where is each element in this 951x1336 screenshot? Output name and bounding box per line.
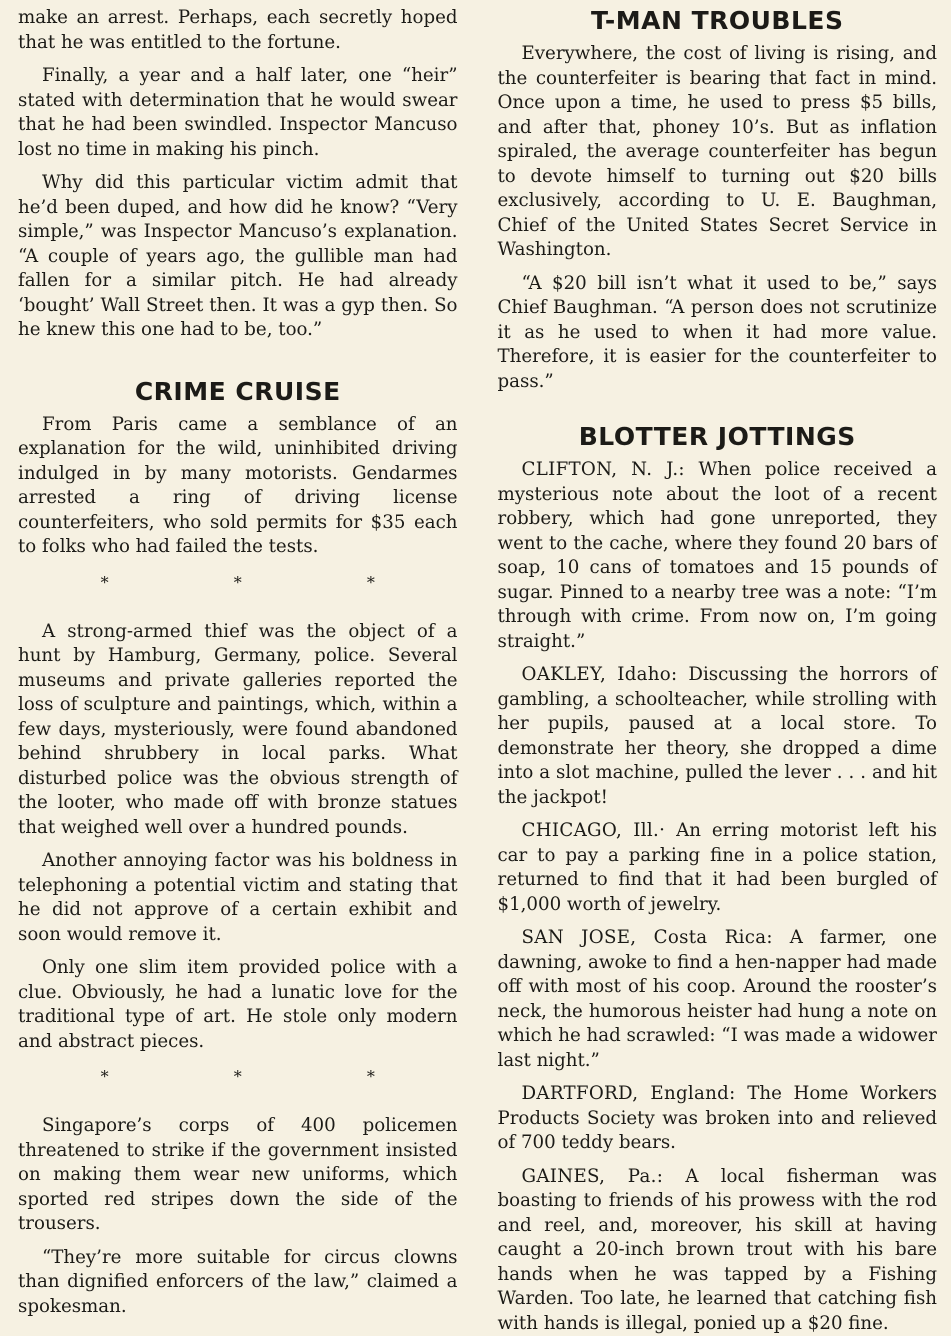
crime-cruise-paragraph-3: Another annoying factor was his boldness in telephoning a potential victim and stating that he did not approve of a certain exhibit and soon would remove it. bbox=[18, 849, 458, 947]
crime-cruise-paragraph-2: A strong-armed thief was the object of a hunt by Hamburg, Germany, police. Several museums and private galleries reported the loss of sculpture and paintings, which, within a few days, mysteriously, were found abandoned behind shrubbery in local parks. What disturbed police was the obvious strength of the looter, who made off with bronze statues that weighed well over a hundred pounds. bbox=[18, 620, 458, 841]
blotter-entry-text: When police received a mysterious note about the loot of a recent robbery, which had gone unreported, they went to the cache, where they found 20 bars of soap, 10 cans of tomatoes and 15 pounds of sugar. Pinned to a nearby tree was a note: “I’m through with crime. From now on, I’m going straight.” bbox=[498, 459, 938, 652]
blotter-entry-place: GAINES, Pa.: bbox=[522, 1166, 664, 1187]
crime-cruise-paragraph-5: Singapore’s corps of 400 policemen threatened to strike if the government insisted on making them wear new uniforms, which sported red stripes down the side of the trousers. bbox=[18, 1114, 458, 1237]
blotter-entry-place: OAKLEY, Idaho: bbox=[522, 664, 678, 685]
blotter-entry bbox=[498, 458, 938, 654]
tman-troubles-paragraph-1: Everywhere, the cost of living is rising, and the counterfeiter is bearing that fact in mind. Once upon a time, he used to press $5 bills, and after that, phoney 10’s. But as inflation spiraled, the average counterfeiter has begun to devote himself to turning out $20 bills exclusively, according to U. E. Baughman, Chief of the United States Secret Service in Washington. bbox=[498, 42, 938, 263]
blotter-entry bbox=[498, 1165, 938, 1336]
tman-troubles-section bbox=[498, 6, 938, 394]
intro-paragraph-1: make an arrest. Perhaps, each secretly hoped that he was entitled to the fortune. bbox=[18, 6, 458, 55]
blotter-entry bbox=[498, 926, 938, 1073]
blotter-jottings-section bbox=[498, 422, 938, 1336]
left-column bbox=[18, 6, 462, 1333]
blotter-jottings-heading: BLOTTER JOTTINGS bbox=[498, 422, 938, 452]
tman-troubles-heading: T-MAN TROUBLES bbox=[498, 6, 938, 36]
blotter-entry-place: CHICAGO, Ill.· bbox=[522, 820, 666, 841]
blotter-entry-text: A local fisherman was boasting to friends of his prowess with the rod and reel, and, moreover, his skill at having caught a 20-inch brown trout with his bare hands when he was tapped by a Fishing Warden. Too late, he learned that catching fish with hands is illegal, ponied up a $20 fine. bbox=[498, 1166, 938, 1334]
intro-paragraph-2: Finally, a year and a half later, one “heir” stated with determination that he would swear that he had been swindled. Inspector Mancuso lost no time in making his pinch. bbox=[18, 64, 458, 162]
blotter-entry-text: An erring motorist left his car to pay a parking fine in a police station, returned to find that it had been burgled of $1,000 worth of jewelry. bbox=[498, 820, 938, 915]
tman-troubles-paragraph-2: “A $20 bill isn’t what it used to be,” says Chief Baughman. “A person does not scrutinize it as he used to when it had more value. Therefore, it is easier for the counterfeiter to pass.” bbox=[498, 272, 938, 395]
section-separator-1: * * * bbox=[18, 574, 458, 592]
blotter-entry-text: A farmer, one dawning, awoke to find a hen-napper had made off with most of his coop. Around the rooster’s neck, the humorous heister had hung a note on which he had scrawled: “I was made a widower last night.” bbox=[498, 927, 938, 1071]
blotter-entry-text: The Home Workers Products Society was broken into and relieved of 700 teddy bears. bbox=[498, 1083, 938, 1153]
blotter-entry-place: SAN JOSE, Costa Rica: bbox=[522, 927, 773, 948]
intro-paragraph-3: Why did this particular victim admit that he’d been duped, and how did he know? “Very simple,” was Inspector Mancuso’s explanation. “A couple of years ago, the gullible man had fallen for a similar pitch. He had already ‘bought’ Wall Street then. It was a gyp then. So he knew this one had to be, too.” bbox=[18, 171, 458, 343]
blotter-entry-place: DARTFORD, England: bbox=[522, 1083, 736, 1104]
blotter-entry-place: CLIFTON, N. J.: bbox=[522, 459, 685, 480]
blotter-entry-text: Discussing the horrors of gambling, a schoolteacher, while strolling with her pupils, paused at a local store. To demonstrate her theory, she dropped a dime into a slot machine, pulled the lever . . . and hit the jackpot! bbox=[498, 664, 938, 808]
crime-cruise-paragraph-4: Only one slim item provided police with a clue. Obviously, he had a lunatic love for the traditional type of art. He stole only modern and abstract pieces. bbox=[18, 956, 458, 1054]
right-column bbox=[494, 6, 938, 1333]
crime-cruise-paragraph-6: “They’re more suitable for circus clowns than dignified enforcers of the law,” claimed a spokesman. bbox=[18, 1246, 458, 1320]
crime-cruise-paragraph-1: From Paris came a semblance of an explanation for the wild, uninhibited driving indulged in by many motorists. Gendarmes arrested a ring of driving license counterfeiters, who sold permits for $35 each to folks who had failed the tests. bbox=[18, 413, 458, 560]
blotter-entry bbox=[498, 1082, 938, 1156]
blotter-entry bbox=[498, 819, 938, 917]
blotter-entry bbox=[498, 663, 938, 810]
section-separator-2: * * * bbox=[18, 1068, 458, 1086]
crime-cruise-heading: CRIME CRUISE bbox=[18, 377, 458, 407]
crime-cruise-section bbox=[18, 377, 458, 1320]
